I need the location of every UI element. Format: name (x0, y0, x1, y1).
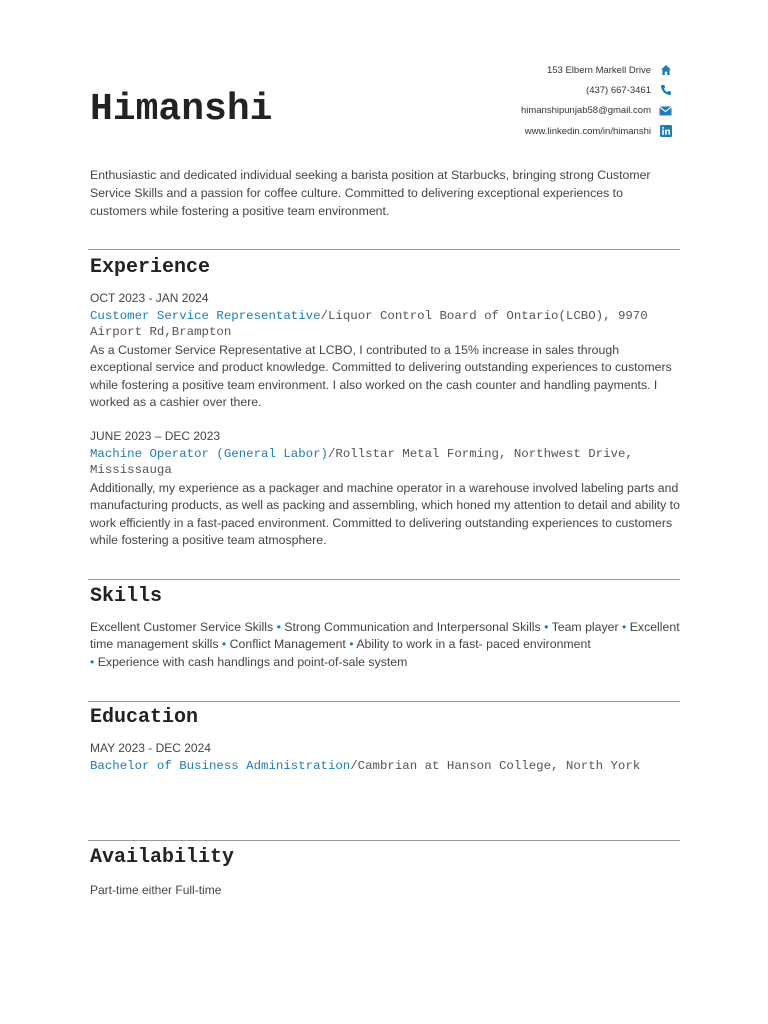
email-icon (659, 104, 672, 117)
job-title-line (90, 447, 680, 478)
contact-email (412, 101, 672, 121)
education-line (90, 759, 680, 775)
section-divider (88, 840, 680, 841)
bullet-separator: • (221, 637, 227, 652)
job-entry (90, 290, 680, 411)
job-company: /Rollstar Metal Forming, Northwest Drive, Mississauga (90, 447, 633, 477)
bullet-separator: • (349, 637, 354, 652)
address-text: 153 Elbern Markell Drive (546, 64, 651, 76)
candidate-name: Himanshi (90, 88, 273, 131)
section-divider (88, 701, 680, 702)
job-description: Additionally, my experience as a packager and machine operator in a warehouse involved labeling parts and manufacturing products, as well as packing and assembling, which honed my attention to detail and ability to work efficiently in a fast-paced environment. Committed to delivering outstanding experiences to customers while fostering a positive team atmosphere. (90, 481, 680, 548)
skills-section (90, 585, 680, 671)
phone-text[interactable]: (437) 667-3461 (586, 84, 651, 96)
phone-icon (659, 84, 672, 97)
home-icon (659, 64, 672, 77)
job-date: OCT 2023 - JAN 2024 (90, 291, 209, 305)
bullet-separator: • (621, 620, 627, 634)
bullet-separator: • (544, 620, 549, 634)
skill-item: Excellent Customer Service Skills (90, 620, 274, 634)
skills-heading: Skills (90, 585, 163, 608)
availability-text: Part-time either Full-time (90, 883, 222, 897)
experience-section (90, 256, 680, 549)
availability-section (90, 846, 680, 897)
skill-item: Conflict Management (229, 637, 346, 652)
section-divider (88, 579, 680, 580)
degree-name: Bachelor of Business Administration (90, 759, 351, 773)
skill-item: Strong Communication and Interpersonal Skills (284, 620, 541, 634)
skill-item: Excellent time management skills (90, 620, 680, 652)
job-role: Machine Operator (General Labor) (90, 447, 328, 462)
availability-heading: Availability (90, 846, 235, 869)
contact-phone (412, 80, 672, 100)
school-name: /Cambrian at Hanson College, North York (350, 759, 641, 773)
job-entry (90, 428, 680, 549)
contact-address (412, 60, 672, 80)
bullet-separator: • (276, 620, 281, 634)
skills-list (90, 619, 680, 671)
job-description: As a Customer Service Representative at LCBO, I contributed to a 15% increase in sales through exceptional service and product knowledge. Committed to delivering outstanding experiences to customers while fostering a positive team environment. I also worked on the cash counter and handling payments. I worked as a cashier over there. (90, 343, 672, 409)
education-heading: Education (90, 706, 199, 729)
contact-block (412, 60, 672, 142)
job-company: /Liquor Control Board of Ontario(LCBO), 9970 Airport Rd,Brampton (90, 309, 648, 339)
contact-linkedin (412, 121, 672, 141)
skill-item: Experience with cash handlings and point-of-sale system (97, 654, 408, 669)
section-divider (88, 249, 680, 250)
linkedin-text[interactable]: www.linkedin.com/in/himanshi (524, 125, 651, 137)
email-text[interactable]: himanshipunjab58@gmail.com (520, 105, 651, 117)
skill-item: Ability to work in a fast- paced environment (356, 637, 591, 652)
linkedin-icon (659, 125, 672, 138)
profile-summary: Enthusiastic and dedicated individual seeking a barista position at Starbucks, bringing strong Customer Service Skills and a passion for coffee culture. Committed to delivering exceptional experiences to customers while fostering a positive team environment. (90, 168, 651, 218)
job-date: JUNE 2023 – DEC 2023 (90, 429, 221, 444)
skill-item: Team player (551, 620, 619, 634)
job-role: Customer Service Representative (90, 309, 321, 323)
education-section (90, 706, 680, 775)
job-title-line (90, 309, 680, 340)
experience-heading: Experience (90, 256, 211, 279)
bullet-separator: • (90, 654, 95, 669)
education-date: MAY 2023 - DEC 2024 (90, 741, 211, 755)
